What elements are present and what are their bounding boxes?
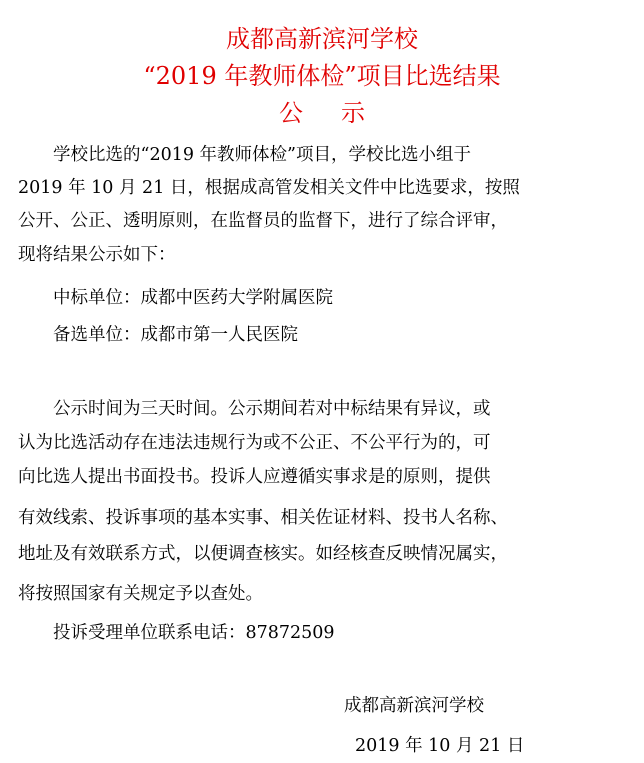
period-line-2: 认为比选活动存在违法违规行为或不公正、不公平行为的，可 xyxy=(18,433,491,453)
intro-line-1: 学校比选的“2019 年教师体检”项目，学校比选小组于 xyxy=(18,145,471,165)
period-line-1: 公示时间为三天时间。公示期间若对中标结果有异议，或 xyxy=(18,399,491,419)
signature-date: 2019 年 10 月 21 日 xyxy=(355,736,525,756)
signature-school: 成都高新滨河学校 xyxy=(344,696,484,716)
period-line-3: 向比选人提出书面投书。投诉人应遵循实事求是的原则，提供 xyxy=(18,467,491,487)
period-line-4: 有效线索、投诉事项的基本实事、相关佐证材料、投书人名称、 xyxy=(18,508,508,528)
period-line-6: 将按照国家有关规定予以查处。 xyxy=(18,584,263,604)
intro-line-3: 公开、公正、透明原则，在监督员的监督下，进行了综合评审， xyxy=(18,211,508,231)
contact-line: 投诉受理单位联系电话：87872509 xyxy=(18,623,335,643)
winner-line: 中标单位：成都中医药大学附属医院 xyxy=(18,288,333,308)
project-title: “2019 年教师体检”项目比选结果 xyxy=(143,62,501,90)
intro-line-2: 2019 年 10 月 21 日，根据成高管发相关文件中比选要求，按照 xyxy=(18,178,520,198)
period-line-5: 地址及有效联系方式，以便调查核实。如经核查反映情况属实， xyxy=(18,544,508,564)
intro-line-4: 现将结果公示如下： xyxy=(18,245,176,265)
alternate-line: 备选单位：成都市第一人民医院 xyxy=(18,325,298,345)
school-title: 成都高新滨河学校 xyxy=(226,25,418,53)
notice-title: 公示 xyxy=(279,99,403,127)
